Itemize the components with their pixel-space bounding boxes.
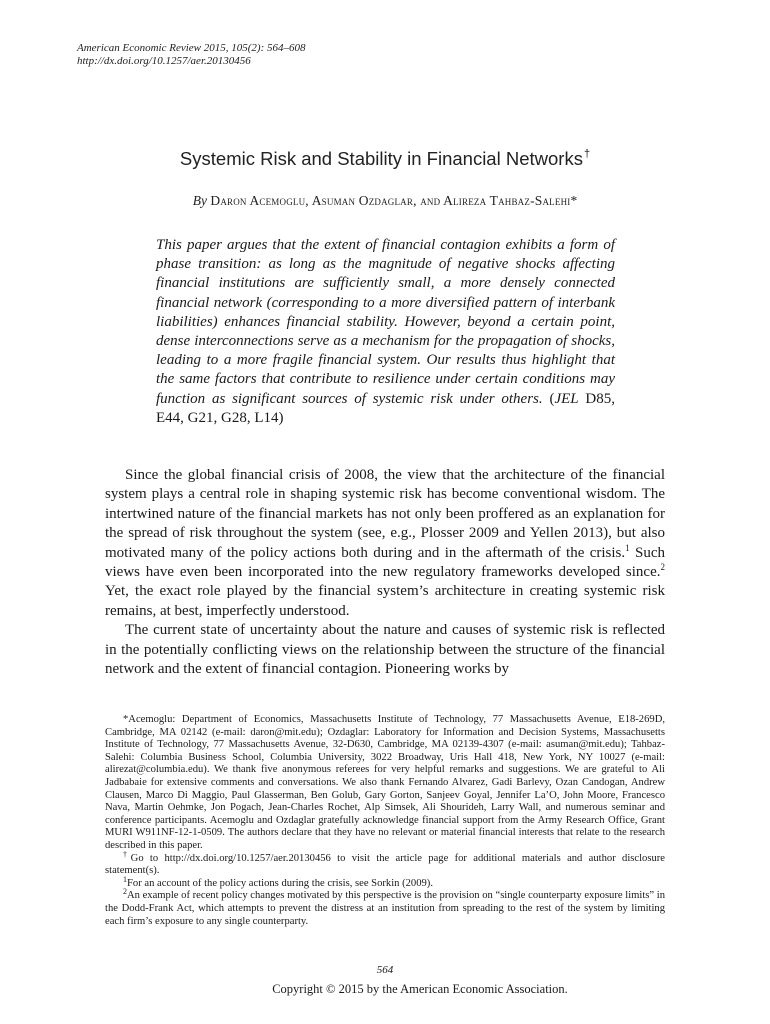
- paragraph-1: [105, 466, 665, 621]
- author-line: [0, 193, 770, 209]
- title-dagger-mark: †: [583, 148, 591, 160]
- journal-citation: American Economic Review 2015, 105(2): 564–608: [77, 42, 306, 54]
- footnote-ref-2[interactable]: 2: [660, 562, 665, 573]
- copyright-notice: Copyright © 2015 by the American Economic Association.: [272, 982, 568, 996]
- paper-title: [0, 148, 770, 170]
- jel-codes: D85, E44, G21, G28, L14: [156, 390, 616, 426]
- author-footnote-mark: *: [570, 193, 578, 208]
- footnote-2: [105, 887, 665, 928]
- paragraph-1-part-b: Such views have even been incorporated into the new regulatory frameworks developed since.: [105, 544, 666, 581]
- footnote-1: [105, 874, 665, 891]
- footnotes: [105, 714, 665, 928]
- footnote-author-affiliations: *Acemoglu: Department of Economics, Massachusetts Institute of Technology, 77 Massachusetts Avenue, E18-269D, Cambridge, MA 02142 (e-mail: daron@mit.edu); Ozdaglar: Laboratory for Information and Decision Systems, Massachusetts Institute of Technology, 77 Massachusetts Avenue, 32-D630, Cambridge, MA 02139-4307 (e-mail: asuman@mit.edu); Tahbaz-Salehi: Columbia Business School, Columbia University, 3022 Broadway, Uris Hall 418, New York, NY 10027 (e-mail: alirezat@columbia.edu). We thank five anonymous referees for very helpful remarks and suggestions. We are grateful to Ali Jadbabaie for extensive comments and conversations. We also thank Fernando Alvarez, Gadi Barlevy, Ozan Candogan, Andrew Clausen, Marco Di Maggio, Paul Glasserman, Ben Golub, Gary Gorton, Sanjeev Goyal, Jennifer La’O, John Moore, Francesco Nava, Martin Oehmke, Jon Pogach, Jean-Charles Rochet, Alp Simsek, Ali Shourideh, Larry Wall, and numerous seminar and conference participants. Acemoglu and Ozdaglar gratefully acknowledge financial support from the Army Research Office, Grant MURI W911NF-12-1-0509. The authors declare that they have no relevant or material financial interests that relate to the research described in this paper.: [105, 714, 665, 851]
- by-label: By: [192, 193, 207, 208]
- doi-link[interactable]: http://dx.doi.org/10.1257/aer.20130456: [77, 55, 251, 67]
- footnote-2-mark: 2: [123, 887, 127, 897]
- page-number: 564: [376, 964, 394, 976]
- author-names: Daron Acemoglu, Asuman Ozdaglar, and Alireza Tahbaz-Salehi: [210, 193, 571, 208]
- footnote-ref-1[interactable]: 1: [625, 542, 630, 553]
- paper-title-text: Systemic Risk and Stability in Financial Networks: [179, 148, 583, 169]
- footnote-1-mark: 1: [123, 874, 127, 884]
- abstract-text: This paper argues that the extent of financial contagion exhibits a form of phase transition: as long as the magnitude of negative shocks affecting financial institutions are sufficiently small, a more densely connected financial network (corresponding to a more diversified pattern of interbank liabilities) enhances financial stability. However, beyond a certain point, dense interconnections serve as a mechanism for the propagation of shocks, leading to a more fragile financial system. Our results thus highlight that the same factors that contribute to resilience under certain conditions may function as significant sources of systemic risk under others.: [156, 237, 615, 407]
- footnote-1-text: For an account of the policy actions during the crisis, see Sorkin (2009).: [127, 877, 433, 889]
- footnote-dagger-text: Go to http://dx.doi.org/10.1257/aer.20130456 to visit the article page for additional materials and author disclosure statement(s).: [105, 852, 665, 877]
- abstract: This paper argues that the extent of financial contagion exhibits a form of phase transition: as long as the magnitude of negative shocks affecting financial institutions are sufficiently small, a more densely connected financial network (corresponding to a more diversified pattern of interbank liabilities) enhances financial stability. However, beyond a certain point, dense interconnections serve as a mechanism for the propagation of shocks, leading to a more fragile financial system. Our results thus highlight that the same factors that contribute to resilience under certain conditions may function as significant sources of systemic risk under others. (JEL D85, E44, G21, G28, L14): [156, 237, 616, 426]
- footnote-2-text: An example of recent policy changes motivated by this perspective is the provision on “single counterparty exposure limits” in the Dodd-Frank Act, which attempts to prevent the distress at an institution from spreading to the rest of the system by limiting each firm’s exposure to any single counterparty.: [105, 890, 665, 927]
- footnote-dagger-mark: †: [123, 849, 131, 859]
- paragraph-1-part-a: Since the global financial crisis of 2008, the view that the architecture of the financial system plays a central role in shaping systemic risk has become conventional wisdom. The intertwined nature of the financial markets has not only been proffered as an explanation for the spread of risk throughout the system (see, e.g., Plosser 2009 and Yellen 2013), but also motivated many of the policy actions both during and in the aftermath of the crisis.: [105, 467, 665, 561]
- body-text: [105, 466, 665, 679]
- paragraph-1-part-c: Yet, the exact role played by the financial system’s architecture in creating systemic risk remains, at best, imperfectly understood.: [105, 583, 665, 619]
- journal-header: [77, 42, 306, 68]
- footnote-dagger: [105, 849, 665, 878]
- jel-label: JEL: [554, 390, 579, 407]
- paragraph-2: The current state of uncertainty about the nature and causes of systemic risk is reflected in the potentially conflicting views on the relationship between the structure of the financial network and the extent of financial contagion. Pioneering works by: [105, 622, 665, 678]
